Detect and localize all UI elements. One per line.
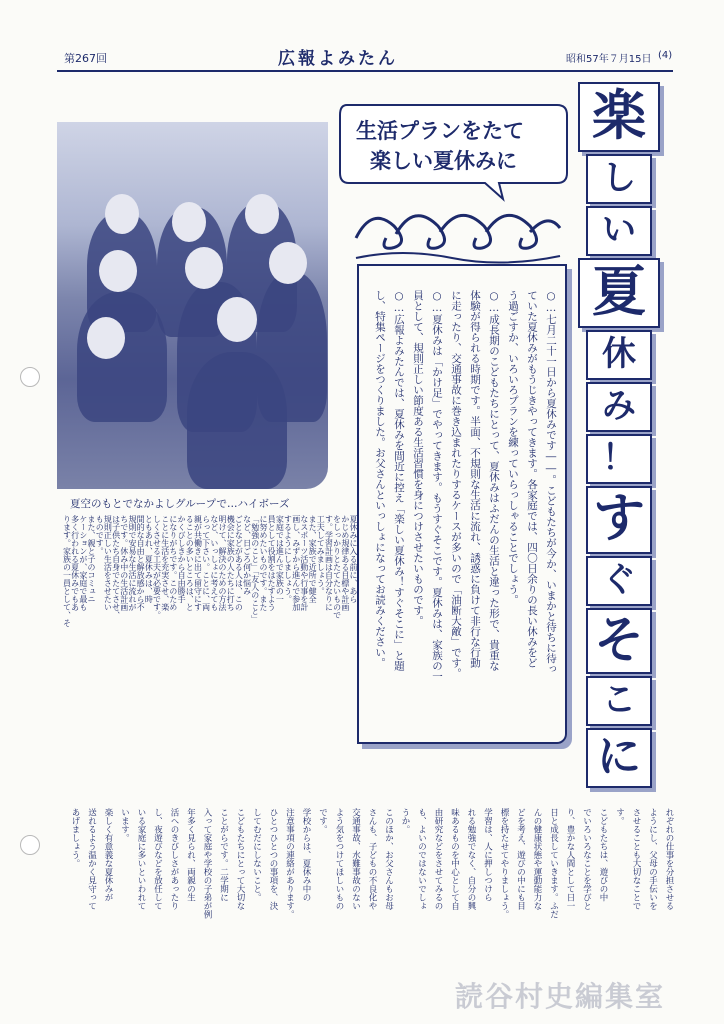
text-column: 員として役割をはたすよう [267,515,277,611]
text-column: また、家族で近所で健全 [308,515,318,603]
text-column: どを考え、遊びの中にも目 [515,808,526,910]
text-column: す。 [614,808,625,825]
text-column: いる家庭に多いといわれて [136,808,146,910]
text-column: ごとなどがある人は、この [234,515,244,611]
text-column: また、親と子のコミュニ [87,515,96,603]
text-column: も、よいのではないでしょ [416,808,427,910]
banner-character: い [586,206,652,256]
banner-character: し [586,154,652,204]
text-column: あげましょう。 [70,808,80,868]
text-column: 標を持たせてやりましょう。 [499,808,509,919]
text-column: してむだにしないこと。 [251,808,262,902]
text-column: このほか、お父さんもお母 [383,808,394,910]
text-column: うか。 [400,808,410,834]
banner-character: そ [586,608,652,674]
punch-hole-bottom [20,835,40,855]
text-column: ともあれ、夏休みは、時 [144,515,154,603]
text-column: ります。家族の一員として、そ [62,515,72,627]
banner-character: ぐ [586,556,652,606]
text-column: ○…七月二十一日から夏休みです――。こどもたちが今か、いまかと待ちに待っ [545,290,557,674]
banner-character: こ [586,676,652,726]
text-column: こどもたちにとって大切な [235,808,245,910]
text-column: など、いっしょに考えても [209,515,219,611]
text-column: れる勉強でなく、自分の興 [466,808,476,910]
text-column: になりがちです。このため [168,515,178,611]
text-column: は子供たち自身でたてさせ、 [111,515,121,619]
text-column: ものです。 [95,515,105,555]
text-column: ケーションが、家庭で最も [78,515,88,611]
text-column: ○…夏休みは「かけ足」でやってきます。もうすぐそこです。夏休みは、家族の一 [431,290,443,682]
text-column: など、日ごろ何か悩み [242,515,252,595]
banner-character: す [586,486,652,554]
text-column: 年多く見られ、両親の生 [185,808,196,902]
text-column: かじめ規律ある目標や計画 [340,515,350,611]
group-photo [57,122,328,489]
text-column: 味あるものを中心として自 [449,808,460,910]
title-banner [578,82,658,802]
text-column: 学習は、人に押しつけら [482,808,493,902]
text-column: させることも大切なことで [631,808,641,910]
text-column: 工夫してみましょう。 [316,515,326,595]
text-column: し、特集ページをつくりました。お父さんといっしょになってお読みください。 [374,290,386,668]
text-column: をしっかりとたてたいもので [332,515,342,619]
text-column: 送れるよう温かく見守って [86,808,97,910]
text-column: し、夜遊びなどを放任して [152,808,163,910]
issue-number: 第267回 [64,52,107,65]
text-column: 機会に家族の人たちに打ち [226,515,236,611]
banner-character: み [586,382,652,432]
body-text-middle [57,515,357,815]
header-rule [57,70,673,72]
text-column: 多く行われる夏休みでもあ [70,515,80,611]
banner-character: ！ [586,434,652,484]
banner-character: 楽 [578,82,660,152]
text-column: れぞれの仕事を分担させる [664,808,674,910]
wave-decoration [352,198,564,266]
text-column: ことがらです。二学期に [218,808,229,902]
text-column: ていた夏休みがもうじきやってきます。各家庭では、四〇日余りの長い休みをど [526,290,538,668]
text-column: 「勉強のこと」「友人のこと」 [250,515,260,623]
text-column: です。 [317,808,328,834]
punch-hole-top [20,367,40,387]
banner-character: に [586,728,652,788]
text-column: 体験が得られる時期です。半面、不規則な生活に流れ、誘惑に負けて非行な行動 [469,290,481,668]
body-text-bottom [57,808,677,973]
text-column: 親が共働きに出て留守にす [193,515,203,611]
text-column: 夏休みに入る前に、あら [349,515,358,603]
text-column: でいろいろなことを学びと [581,808,592,910]
banner-character: 休 [586,330,652,380]
text-column: 楽しく有意義な夏休みが [103,808,113,902]
text-column: しくさせる工夫が必要です。 [152,515,162,619]
text-column: 員として、規則正しい節度ある生活習慣を身につけさせたいものです。 [412,290,424,626]
banner-character: 夏 [578,258,660,328]
text-column: ることの多いところは、と [185,515,195,611]
text-column: 間的な自由と解放感から不 [136,515,146,611]
text-column: に走ったり、交通事故に巻き込まれたりするケースが多いので「油断大敵」です。 [450,290,462,679]
newsletter-title: 広報よみたん [278,49,398,69]
text-column: なスポーツ活動や行事を計 [299,515,309,611]
text-column: らって下さい。ことに、両 [201,515,211,611]
text-column: に努めたいものです。また [258,515,268,611]
text-column: 家庭では進んで家族の一 [275,515,285,603]
text-column: 日と成長していきます。ふだ [548,808,559,919]
text-column: 明けて、解決のための方法 [218,515,227,611]
text-column: ことに生活を充実させ、楽 [160,515,170,611]
text-column: す。学習計画は自分なりに [324,515,334,611]
text-column: う過ごすか、いろいろプランを練っていらっしゃることでしょう。 [507,290,519,605]
text-column: ○…成長期のこどもたちにとって、夏休みはふだんの生活と違った形で、貴重な [488,290,500,671]
photo-caption: 夏空のもとでなかよしグループで…ハイボーズ [70,498,290,510]
text-column: んの健康状態や運動能力な [532,808,542,910]
text-column: います。 [119,808,130,842]
text-column: するようにしましょう。 [283,515,293,603]
text-column: ようにし、父母の手伝いを [647,808,658,910]
page-number: (4) [658,50,673,61]
text-column: 入って家庭や学校の子弟が例 [202,808,212,919]
text-column: ひとつひとつの事項を、決 [268,808,278,910]
text-column: かくびしきから自由勝手 [177,515,187,603]
text-column: 注意事項の連絡があります。 [284,808,295,919]
text-column: 学校からは、夏休み中の [301,808,311,902]
intro-text [365,290,560,730]
archive-watermark: 読谷村史編集室 [455,980,666,1013]
issue-date: 昭和57年７月15日 [566,54,652,65]
text-column: 由研究などをさせてみるの [433,808,443,910]
headline-line-2: 楽しい夏休みに [370,149,517,173]
headline-line-1: 生活プランをたて [356,119,524,143]
text-column: 交通事故、水難事故のない [350,808,361,910]
text-column: ちです。休み中の生活計画 [119,515,129,611]
text-column: り、豊かな人間として日一 [565,808,575,910]
text-column: 規則正しい生活をさせたい [103,515,113,611]
text-column: 規則で安易な生活に流れが [127,515,137,611]
text-column: よう気をつけてほしいもの [334,808,344,910]
text-column: 活へのきびしさがあったり [169,808,179,910]
text-column: さんも、子どもの不良化や [367,808,377,910]
text-column: こどもたちは、遊びの中 [598,808,608,902]
text-column: 画し、みずから進んで参加 [291,515,301,611]
text-column: ○…広報よみたんでは、夏休みを間近に控え「楽しい夏休み！すぐそこに」と題 [393,290,405,671]
